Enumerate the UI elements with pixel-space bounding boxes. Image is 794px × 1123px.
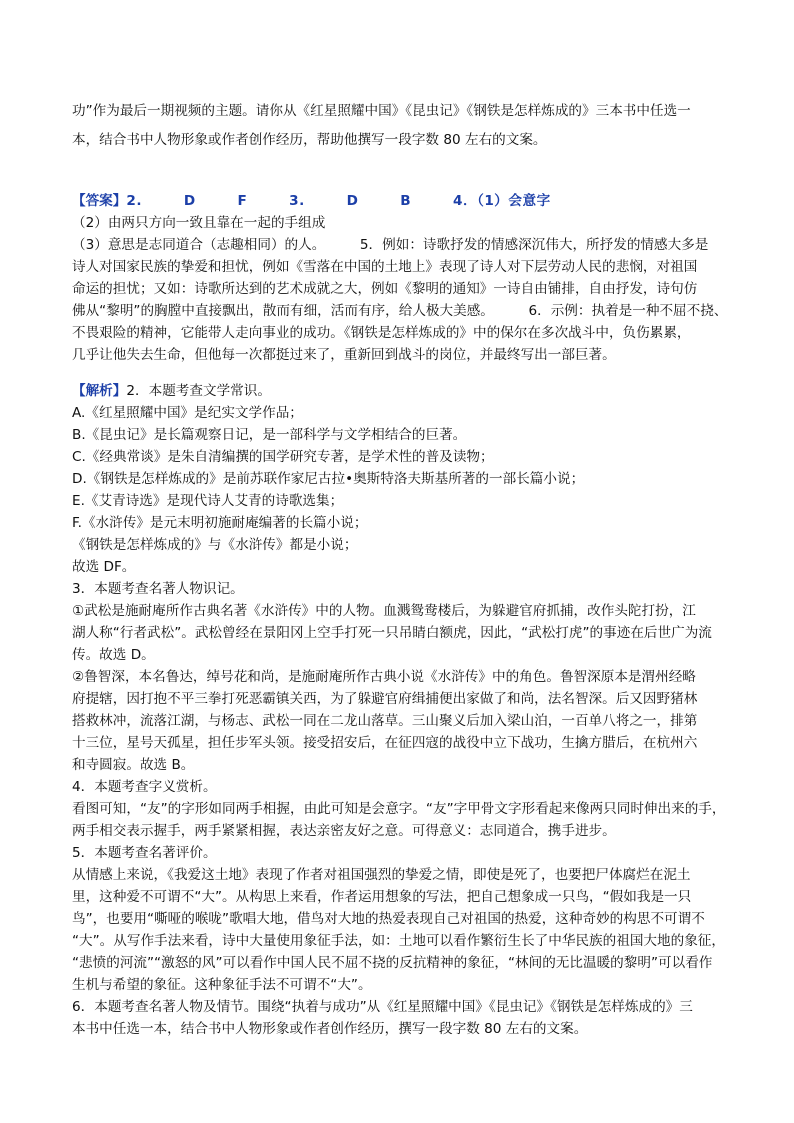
analysis-line: 故选 DF。 (72, 559, 136, 575)
analysis-line: 3．本题考查名著人物识记。 (72, 581, 244, 597)
answer-tag: 【答案】 (72, 193, 127, 209)
answer-line: （3）意思是志同道合（志趣相同）的人。 5．例如：诗歌抒发的情感深沉伟大，所抒发的情感大多是 (72, 237, 709, 253)
analysis-line: 本书中任选一本，结合书中人物形象或作者创作经历，撰写一段字数 80 左右的文案。 (72, 1021, 588, 1037)
analysis-line: 和寺圆寂。故选 B。 (72, 757, 195, 773)
analysis-line: 生机与希望的象征。这种象征手法不可谓不“大”。 (72, 977, 372, 993)
analysis-line: F.《水浒传》是元末明初施耐庵编著的长篇小说； (72, 515, 368, 531)
analysis-line: D.《钢铁是怎样炼成的》是前苏联作家尼古拉•奥斯特洛夫斯基所著的一部长篇小说； (72, 471, 585, 487)
analysis-line: 5．本题考查名著评价。 (72, 845, 217, 861)
analysis-line: “悲愤的河流”“激怒的风”可以看作中国人民不屈不挠的反抗精神的象征，“林间的无比温暖的黎明”可以看作 (72, 955, 713, 971)
analysis-line: 两手相交表示握手，两手紧紧相握，表达亲密友好之意。可得意义：志同道合，携手进步。 (72, 823, 616, 839)
answer-line: 命运的担忧；又如：诗歌所达到的艺术成就之大，例如《黎明的通知》一诗自由铺排，自由抒发，诗句仿 (72, 281, 698, 297)
answer-line: 几乎让他失去生命，但他每一次都挺过来了，重新回到战斗的岗位，并最终写出一部巨著。 (72, 347, 616, 363)
analysis-line: 看图可知，“友”的字形如同两手相握，由此可知是会意字。“友”字甲骨文字形看起来像两只同时伸出来的手， (72, 801, 726, 817)
analysis-line: 4．本题考查字义赏析。 (72, 779, 217, 795)
analysis-line: B.《昆虫记》是长篇观察日记，是一部科学与文学相结合的巨著。 (72, 427, 467, 443)
analysis-section (72, 380, 728, 1040)
analysis-tag: 【解析】 (72, 383, 127, 399)
analysis-line: A.《红星照耀中国》是纪实文学作品； (72, 405, 303, 421)
analysis-line: 2．本题考查文学常识。 (126, 383, 271, 399)
analysis-line: 从情感上来说，《我爱这土地》表现了作者对祖国强烈的挚爱之情，即使是死了，也要把尸体腐烂在泥土 (72, 867, 691, 883)
analysis-line: E.《艾青诗选》是现代诗人艾青的诗歌选集； (72, 493, 344, 509)
analysis-line: ①武松是施耐庵所作古典名著《水浒传》中的人物。血溅鸳鸯楼后，为躲避官府抓捕，改作头陀打扮，江 (72, 603, 696, 619)
analysis-line: 湖人称“行者武松”。武松曾经在景阳冈上空手打死一只吊睛白额虎，因此，“武松打虎”的事迹在后世广为流 (72, 625, 712, 641)
answer-keys: 2. D F 3. D B 4．（1）会意字 (126, 193, 551, 209)
answer-line: 不畏艰险的精神，它能带人走向事业的成功。《钢铁是怎样炼成的》中的保尔在多次战斗中，负伤累累， (72, 325, 691, 341)
answer-section (72, 190, 728, 366)
intro-line: 功”作为最后一期视频的主题。请你从《红星照耀中国》《昆虫记》《钢铁是怎样炼成的》三本书中任选一 (72, 103, 691, 119)
analysis-line: 里，这种爱不可谓不“大”。从构思上来看，作者运用想象的写法，把自己想象成一只鸟，“假如我是一只 (72, 889, 692, 905)
analysis-line: 鸟”，也要用“嘶哑的喉咙”歌唱大地，借鸟对大地的热爱表现自己对祖国的热爱，这种奇妙的构思不可谓不 (72, 911, 705, 927)
answer-line: 诗人对国家民族的挚爱和担忧，例如《雪落在中国的土地上》表现了诗人对下层劳动人民的悲悯，对祖国 (72, 259, 698, 275)
analysis-line: 十三位，星号天孤星，担任步军头领。接受招安后，在征四寇的战役中立下战功，生擒方腊后，在杭州六 (72, 735, 698, 751)
question-intro (72, 97, 728, 155)
analysis-line: 6．本题考查名著人物及情节。围绕“执着与成功”从《红星照耀中国》《昆虫记》《钢铁是怎样炼成的》三 (72, 999, 693, 1015)
answer-line: 佛从“黎明”的胸膛中直接飘出，散而有细，活而有序，给人极大美感。 6．示例：执着是一种不屈不挠、 (72, 303, 728, 319)
answer-first-line (72, 190, 728, 212)
analysis-first-line (72, 380, 728, 402)
intro-line: 本，结合书中人物形象或作者创作经历，帮助他撰写一段字数 80 左右的文案。 (72, 132, 547, 148)
analysis-line: 传。故选 D。 (72, 647, 155, 663)
analysis-line: 《钢铁是怎样炼成的》与《水浒传》都是小说； (72, 537, 358, 553)
analysis-line: 搭救林冲，流落江湖，与杨志、武松一同在二龙山落草。三山聚义后加入梁山泊，一百单八将之一，排第 (72, 713, 698, 729)
analysis-line: 府提辖，因打抱不平三拳打死恶霸镇关西，为了躲避官府缉捕便出家做了和尚，法名智深。后又因野猪林 (72, 691, 698, 707)
answer-line: （2）由两只方向一致且靠在一起的手组成 (72, 215, 326, 231)
analysis-line: “大”。从写作手法来看，诗中大量使用象征手法，如：土地可以看作繁衍生长了中华民族的祖国大地的象征， (72, 933, 725, 949)
analysis-line: C.《经典常谈》是朱自清编撰的国学研究专著，是学术性的普及读物； (72, 449, 494, 465)
analysis-line: ②鲁智深，本名鲁达，绰号花和尚，是施耐庵所作古典小说《水浒传》中的角色。鲁智深原本是渭州经略 (72, 669, 696, 685)
